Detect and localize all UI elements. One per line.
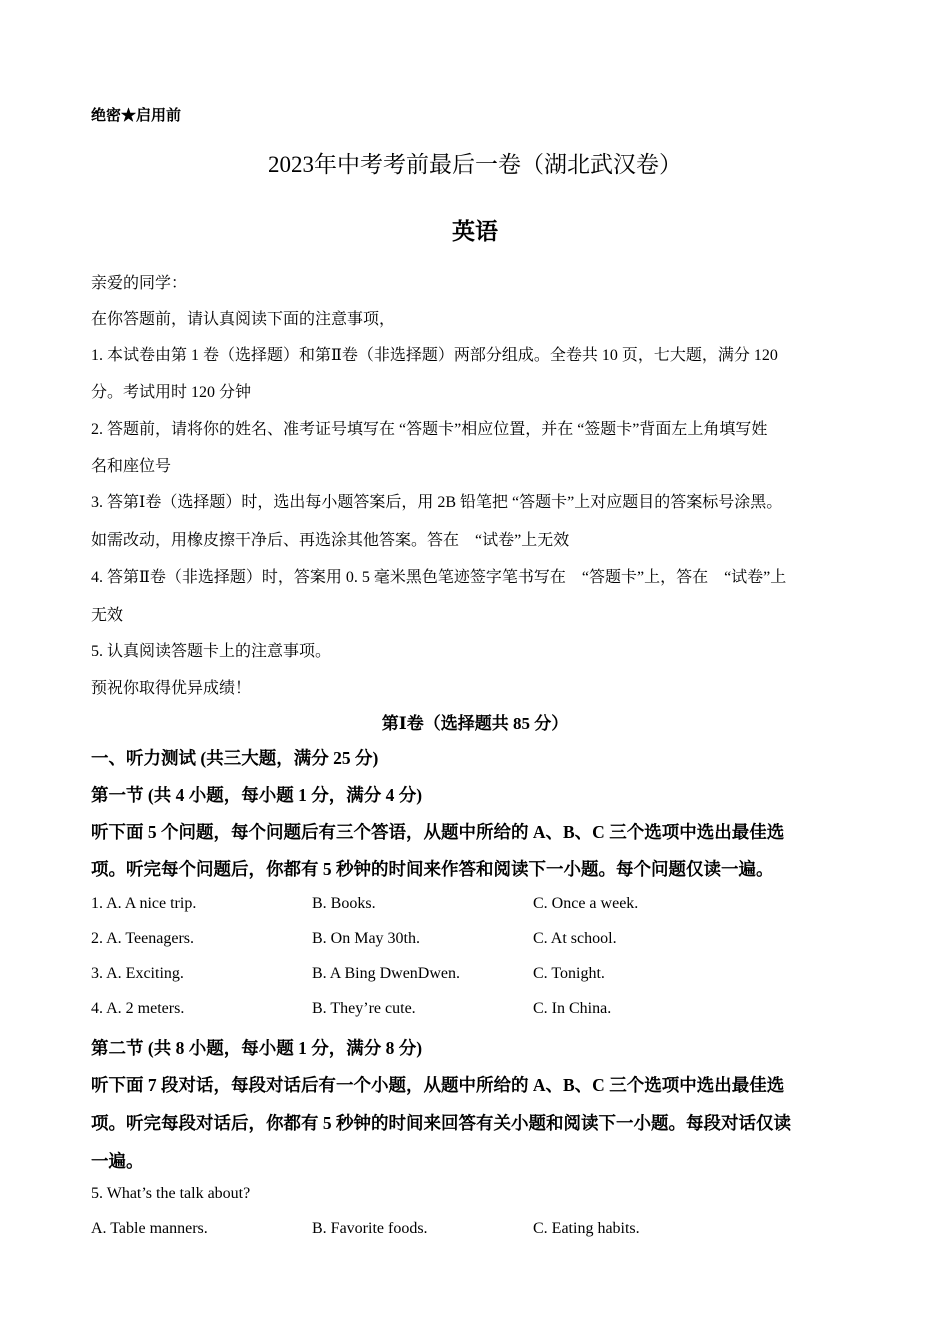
- question-1-option-c: C. Once a week.: [533, 895, 639, 912]
- confidential-label: 绝密★启用前: [91, 108, 182, 124]
- notice-item-2: 2. 答题前，请将你的姓名、准考证号填写在 “答题卡”相应位置，并在 “签题卡”背面左上角填写姓: [91, 421, 768, 438]
- subsection-1-instructions-cont: 项。听完每个问题后，你都有 5 秒钟的时间来作答和阅读下一小题。每个问题仅读一遍。: [91, 859, 774, 879]
- question-4-option-a: 4. A. 2 meters.: [91, 1000, 185, 1017]
- question-3-option-c: C. Tonight.: [533, 965, 605, 982]
- notice-item-4: 4. 答第Ⅱ卷（非选择题）时，答案用 0. 5 毫米黑色笔迹签字笔书写在 “答题卡”上，答在 “试卷”上: [91, 569, 787, 586]
- subsection-1-instructions: 听下面 5 个问题，每个问题后有三个答语，从题中所给的 A、B、C 三个选项中选出最佳选: [91, 822, 785, 842]
- question-3-option-b: B. A Bing DwenDwen.: [312, 965, 460, 982]
- question-5: 5. What’s the talk about?: [91, 1185, 251, 1202]
- subsection-2-instructions-end: 一遍。: [91, 1151, 144, 1171]
- exam-title: 2023年中考考前最后一卷（湖北武汉卷）: [268, 152, 682, 177]
- notice-greeting: 亲爱的同学：: [91, 275, 188, 292]
- question-4-option-c: C. In China.: [533, 1000, 612, 1017]
- question-1-option-b: B. Books.: [312, 895, 376, 912]
- question-2-option-b: B. On May 30th.: [312, 930, 420, 947]
- notice-item-2-cont: 名和座位号: [91, 458, 172, 475]
- subsection-2-instructions: 听下面 7 段对话，每段对话后有一个小题，从题中所给的 A、B、C 三个选项中选出最佳选: [91, 1075, 785, 1095]
- notice-item-3-cont: 如需改动，用橡皮擦干净后、再选涂其他答案。答在 “试卷”上无效: [91, 532, 570, 549]
- question-4-option-b: B. They’re cute.: [312, 1000, 416, 1017]
- question-5-option-b: B. Favorite foods.: [312, 1220, 428, 1237]
- question-5-option-c: C. Eating habits.: [533, 1220, 640, 1237]
- notice-wish: 预祝你取得优异成绩！: [91, 680, 252, 697]
- subsection-2-title: 第二节 (共 8 小题，每小题 1 分，满分 8 分): [91, 1038, 423, 1058]
- question-2-option-a: 2. A. Teenagers.: [91, 930, 194, 947]
- notice-item-1: 1. 本试卷由第 1 卷（选择题）和第Ⅱ卷（非选择题）两部分组成。全卷共 10 页，七大题，满分 120: [91, 347, 778, 364]
- question-2-option-c: C. At school.: [533, 930, 617, 947]
- question-1-option-a: 1. A. A nice trip.: [91, 895, 197, 912]
- notice-item-3: 3. 答第Ⅰ卷（选择题）时，选出每小题答案后，用 2B 铅笔把 “答题卡”上对应题目的答案标号涂黑。: [91, 494, 783, 511]
- subject-title: 英语: [452, 219, 498, 244]
- subsection-1-title: 第一节 (共 4 小题，每小题 1 分，满分 4 分): [91, 785, 423, 805]
- notice-item-1-cont: 分。考试用时 120 分钟: [91, 384, 252, 401]
- section-title: 一、听力测试 (共三大题，满分 25 分): [91, 748, 379, 768]
- notice-item-5: 5. 认真阅读答题卡上的注意事项。: [91, 643, 332, 660]
- subsection-2-instructions-cont: 项。听完每段对话后，你都有 5 秒钟的时间来回答有关小题和阅读下一小题。每段对话仅读: [91, 1113, 791, 1133]
- question-5-option-a: A. Table manners.: [91, 1220, 208, 1237]
- notice-intro: 在你答题前，请认真阅读下面的注意事项，: [91, 311, 396, 328]
- notice-item-4-cont: 无效: [91, 607, 124, 624]
- question-3-option-a: 3. A. Exciting.: [91, 965, 184, 982]
- part-heading: 第Ⅰ卷（选择题共 85 分）: [381, 714, 569, 733]
